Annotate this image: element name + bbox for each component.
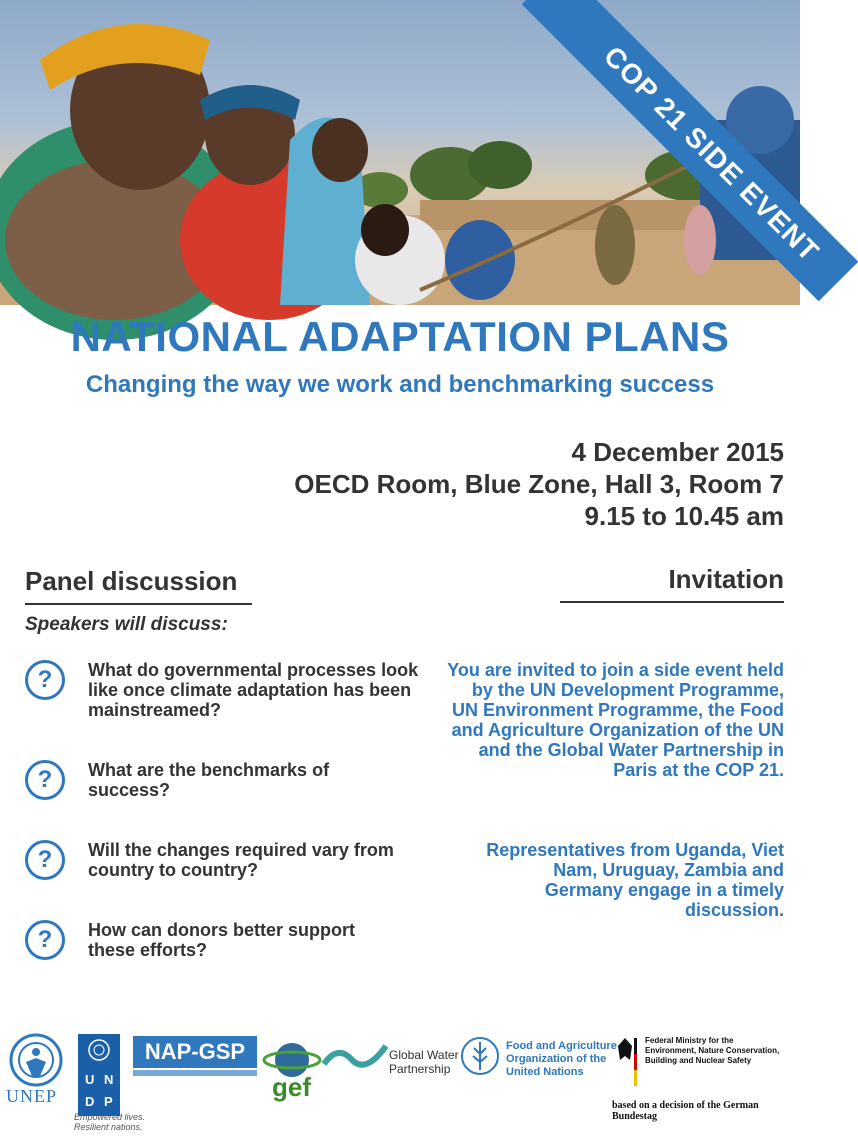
panel-heading: Panel discussion: [25, 566, 252, 605]
question-item: [25, 840, 445, 880]
page-subtitle: Changing the way we work and benchmarking success: [85, 371, 715, 398]
unep-emblem-icon: [8, 1032, 64, 1088]
undp-tagline: [74, 1112, 145, 1132]
undp-tagline-line: Empowered lives.: [74, 1112, 146, 1122]
gef-logo-text: gef: [272, 1072, 311, 1102]
question-item: [25, 760, 445, 800]
gwp-line: Global Water: [389, 1048, 459, 1062]
question-item: [25, 660, 445, 720]
undp-logo: [78, 1034, 120, 1116]
un-emblem-icon: [87, 1038, 111, 1062]
fao-logo-text: [506, 1040, 617, 1079]
question-icon: ?: [25, 760, 65, 800]
unep-logo-text: UNEP: [6, 1086, 58, 1106]
bundestag-note: based on a decision of the German Bundestag: [612, 1100, 759, 1122]
question-icon: ?: [25, 840, 65, 880]
page-title: NATIONAL ADAPTATION PLANS: [70, 313, 730, 360]
event-details: [294, 436, 784, 532]
panel-subheading: Speakers will discuss:: [25, 614, 228, 635]
german-eagle-icon: [612, 1034, 638, 1086]
bmub-line: Environment, Nature Conservation,: [645, 1046, 780, 1055]
invitation-paragraph: Representatives from Uganda, Viet Nam, Uruguay, Zambia and Germany engage in a timely discussion.: [486, 840, 784, 920]
question-icon: ?: [25, 660, 65, 700]
invitation-paragraph: You are invited to join a side event held by the UN Development Programme, UN Environment Programme, the Food and Agriculture Organization of the UN and the Global Water Partnership in Paris at the COP 21.: [447, 660, 784, 780]
undp-letter: N: [104, 1072, 114, 1087]
bmub-line: Federal Ministry for the: [645, 1036, 734, 1045]
partner-logos: [0, 1030, 800, 1146]
question-text: Will the changes required vary from country to country?: [88, 840, 394, 880]
event-date: 4 December 2015: [571, 437, 784, 467]
question-text: How can donors better support these efforts?: [88, 920, 356, 960]
bmub-line: Building and Nuclear Safety: [645, 1056, 752, 1065]
undp-letter: P: [104, 1094, 113, 1109]
undp-letter: D: [85, 1094, 95, 1109]
hero-photo: [0, 0, 826, 305]
undp-letter: U: [85, 1072, 95, 1087]
gwp-line: Partnership: [389, 1062, 451, 1076]
fao-line: United Nations: [506, 1066, 584, 1078]
fao-line: Food and Agriculture: [506, 1040, 617, 1052]
event-location: OECD Room, Blue Zone, Hall 3, Room 7: [294, 469, 784, 499]
undp-tagline-line: Resilient nations.: [74, 1122, 143, 1132]
fao-line: Organization of the: [506, 1053, 607, 1065]
question-icon: ?: [25, 920, 65, 960]
fao-emblem-icon: [460, 1036, 500, 1076]
cop21-ribbon: [520, 0, 826, 280]
ribbon-band: [522, 0, 858, 301]
bmub-logo-text: [645, 1036, 779, 1066]
gwp-wave-icon: [322, 1040, 388, 1074]
gwp-logo-text: [389, 1048, 459, 1076]
napgsp-underline: [133, 1070, 257, 1076]
question-text: What do governmental processes look like once climate adaptation has been mainstreamed?: [88, 660, 419, 720]
question-text: What are the benchmarks of success?: [88, 760, 330, 800]
napgsp-logo: NAP-GSP: [133, 1036, 257, 1068]
question-item: [25, 920, 445, 960]
ribbon-label: COP 21 SIDE EVENT: [597, 40, 826, 268]
invitation-heading: Invitation: [560, 564, 784, 603]
event-time: 9.15 to 10.45 am: [584, 501, 784, 531]
